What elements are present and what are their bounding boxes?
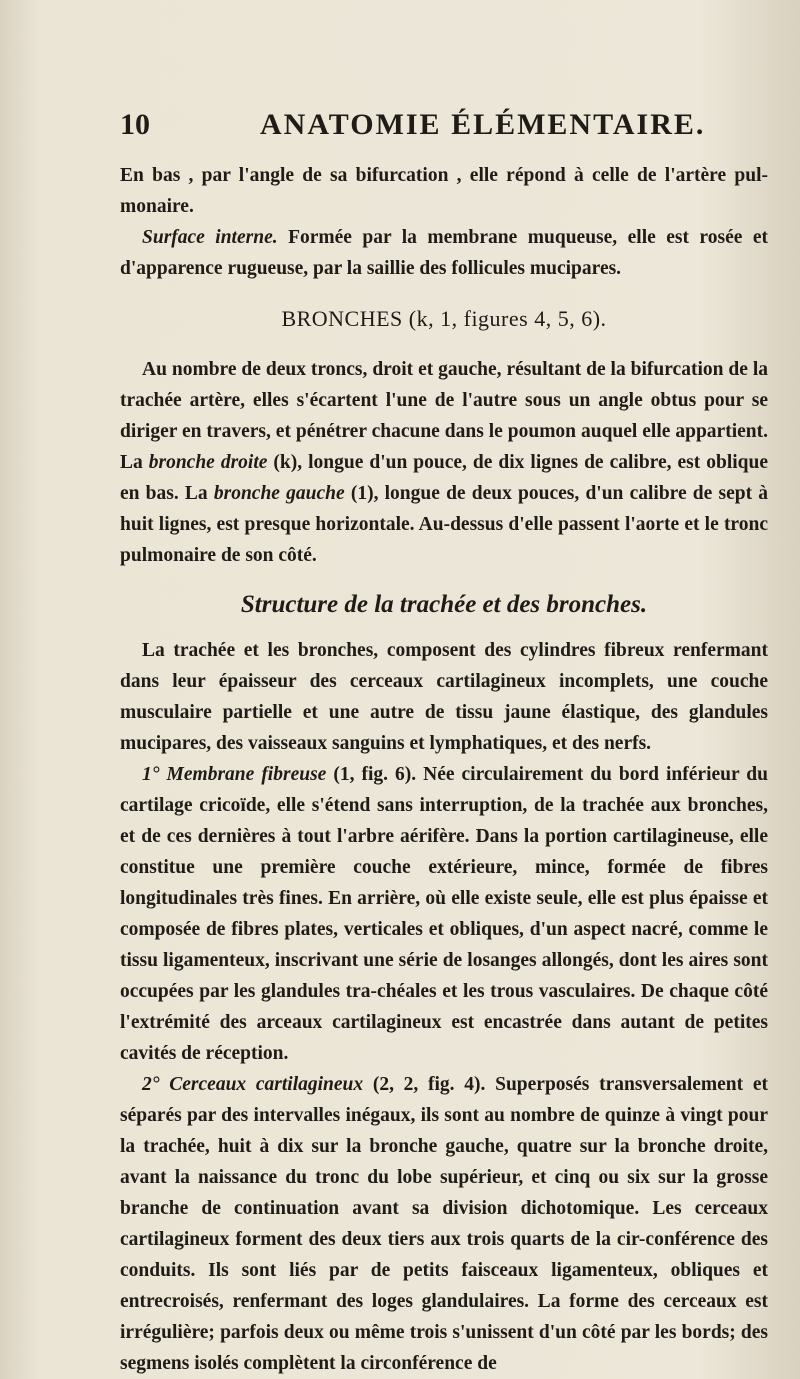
membrane-fibreuse-label: 1° Membrane fibreuse <box>142 764 327 785</box>
running-title: ANATOMIE ÉLÉMENTAIRE. <box>260 108 706 141</box>
bronches-text-e: (1), longue de deux pouces, d'un calibre de sept à huit lignes, est presque horizontale. Au-dessus d'elle passent l'aorte et le tronc pulmonaire de son côté. <box>120 483 768 566</box>
paragraph-membrane-fibreuse <box>120 759 768 1069</box>
bronche-gauche-term: bronche gauche <box>213 483 345 504</box>
cerceaux-label: 2° Cerceaux cartilagineux <box>142 1074 364 1095</box>
cerceaux-text: (2, 2, fig. 4). Superposés transversalement et séparés par des intervalles inégaux, ils sont au nombre de quinze à vingt pour la trachée, huit à dix sur la bronche gauche, quatre sur la bronche droite, avant la naissance du tronc du lobe supérieur, et cinq ou six sur la grosse branche de continuation avant sa division dichotomique. Les cerceaux cartilagineux forment des deux tiers aux trois quarts de la cir-conférence des conduits. Ils sont liés par de petits faisceaux ligamenteux, obliques et entrecroisés, renfermant des loges glandulaires. La forme des cerceaux est irrégulière; parfois deux ou même trois s'unissent d'un côté par les bords; des segmens isolés complètent la circonférence de <box>120 1074 768 1374</box>
paragraph-bronches <box>120 354 768 571</box>
paragraph-1: En bas , par l'angle de sa bifurcation , elle répond à celle de l'artère pul-monaire. <box>120 165 768 217</box>
surface-interne-text: Formée par la membrane muqueuse, elle est rosée et d'apparence rugueuse, par la saillie des follicules mucipares. <box>120 227 768 279</box>
bronches-text-a: Au nombre de deux troncs, droit et gauche, résultant de la bifurcation de la trachée artère, elles s'écartent l'une de l'autre sous un angle obtus pour se diriger en travers, et pénétrer chacune dans le poumon auquel elle appartient. La <box>120 359 768 473</box>
paragraph-cerceaux <box>120 1069 768 1379</box>
page-header <box>120 108 768 160</box>
page-number: 10 <box>120 108 150 141</box>
book-page <box>120 108 768 1379</box>
heading-bronches: BRONCHES (k, 1, figures 4, 5, 6). <box>281 306 607 331</box>
surface-interne-label: Surface interne. <box>142 227 278 248</box>
paragraph-surface-interne <box>120 222 768 284</box>
bronche-droite-term: bronche droite <box>148 452 268 473</box>
bronches-text-c: (k), longue d'un pouce, de dix lignes de calibre, est oblique en bas. La <box>120 452 768 504</box>
paragraph-structure: La trachée et les bronches, composent des cylindres fibreux renfermant dans leur épaisseur des cerceaux cartilagineux incomplets, une couche musculaire partielle et une autre de tissu jaune élastique, des glandules mucipares, des vaisseaux sanguins et lymphatiques, et des nerfs. <box>120 640 768 754</box>
heading-structure: Structure de la trachée et des bronches. <box>240 591 648 618</box>
membrane-fibreuse-text: (1, fig. 6). Née circulairement du bord inférieur du cartilage cricoïde, elle s'étend sans interruption, de la trachée aux bronches, et de ces dernières à tout l'arbre aérifère. Dans la portion cartilagineuse, elle constitue une première couche extérieure, mince, formée de fibres longitudinales très fines. En arrière, où elle existe seule, elle est plus épaisse et composée de fibres plates, verticales et obliques, d'un aspect nacré, comme le tissu ligamenteux, inscrivant une série de losanges allongés, dont les aires sont occupées par les glandules tra-chéales et les trous vasculaires. De chaque côté l'extrémité des arceaux cartilagineux est encastrée dans autant de petites cavités de réception. <box>120 764 768 1064</box>
